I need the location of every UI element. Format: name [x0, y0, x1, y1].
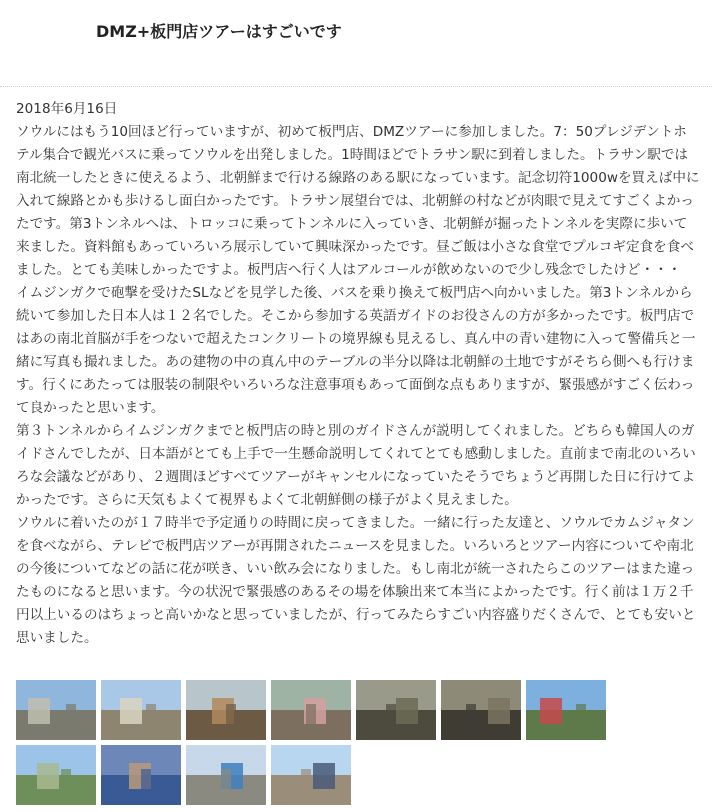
review-body: [16, 98, 700, 650]
soldiers-building-photo[interactable]: [441, 680, 521, 740]
statue-sculpture-photo[interactable]: [186, 680, 266, 740]
landscape-view-photo[interactable]: [16, 745, 96, 805]
review-paragraph: ソウルにはもう10回ほど行っていますが、初めて板門店、DMZツアーに参加しました。7：50プレジデントホテル集合で観光バスに乗ってソウルを出発しました。1時間ほどでトラサン駅に到着しました。トラサン駅では南北統一したときに使えるよう、北朝鮮まで行ける線路のある駅になっています。記念切符1000wを買えば中に入れて線路とかも歩けるし面白かったです。トラサン展望台では、北朝鮮の村などが肉眼で見えてすごくよかったです。第3トンネルへは、トロッコに乗ってトンネルに入っていき、北朝鮮が掘ったトンネルを実際に歩いて来ました。資料館もあっていろいろ展示していて興味深かったです。昼ご飯は小さな食堂でプルコギ定食を食べました。とても美味しかったですよ。板門店へ行く人はアルコールが飲めないので少し残念でしたけど・・・: [16, 124, 700, 278]
review-paragraph: イムジンガクで砲撃を受けたSLなどを見学した後、バスを乗り換えて板門店へ向かいました。第3トンネルから続いて参加した日本人は１２名でした。そこから参加する英語ガイドのお役さんの方が多かったです。板門店ではあの南北首脳が手をつないで超えたコンクリートの境界線も見えるし、真ん中の青い建物に入って警備兵と一緒に写真も撮れました。あの建物の中の真ん中のテーブルの半分以降は北朝鮮の土地ですがそちら側へも行けます。行くにあたっては服装の制限やいろいろな注意事項もあって面倒な点もありますが、緊張感がすごく伝わって良かったと思います。: [16, 285, 696, 416]
station-platform-photo[interactable]: [16, 680, 96, 740]
window-view-photo[interactable]: [271, 745, 351, 805]
railway-tracks-photo[interactable]: [101, 680, 181, 740]
observatory-crowd-photo[interactable]: [526, 680, 606, 740]
review-title: DMZ+板門店ツアーはすごいです: [96, 22, 342, 41]
title-divider: [0, 86, 712, 87]
soldiers-guard-photo[interactable]: [356, 680, 436, 740]
group-people-photo[interactable]: [271, 680, 351, 740]
review-paragraph: ソウルに着いたのが１７時半で予定通りの時間に戻ってきました。一緒に行った友達と、ソウルでカムジャタンを食べながら、テレビで板門店ツアーが再開されたニュースを見ました。いろいろとツアー内容についてや南北の今後についてなどの話に花が咲き、いい飲み会になりました。もし南北が統一されたらこのツアーはまた違ったものになると思います。今の状況で緊張感のあるその場を体験出来て本当によかったです。行く前は１万２千円以上いるのはちょっと高いかなと思っていましたが、行ってみたらすごい内容盛りだくさんで、とても安いと思いました。: [16, 515, 696, 646]
conference-room-photo[interactable]: [101, 745, 181, 805]
review-paragraph: 第３トンネルからイムジンガクまでと板門店の時と別のガイドさんが説明してくれました。どちらも韓国人のガイドさんでしたが、日本語がとても上手で一生懸命説明してくれてとても感動しました。直前まで南北のいろいろな会議などがあり、２週間ほどすべてツアーがキャンセルになっていたそうでちょうど再開した日に行けてよかったです。さらに天気もよくて視界もよくて北朝鮮側の様子がよく見えました。: [16, 423, 696, 508]
review-date: 2018年6月16日: [16, 101, 118, 117]
blue-buildings-photo[interactable]: [186, 745, 266, 805]
